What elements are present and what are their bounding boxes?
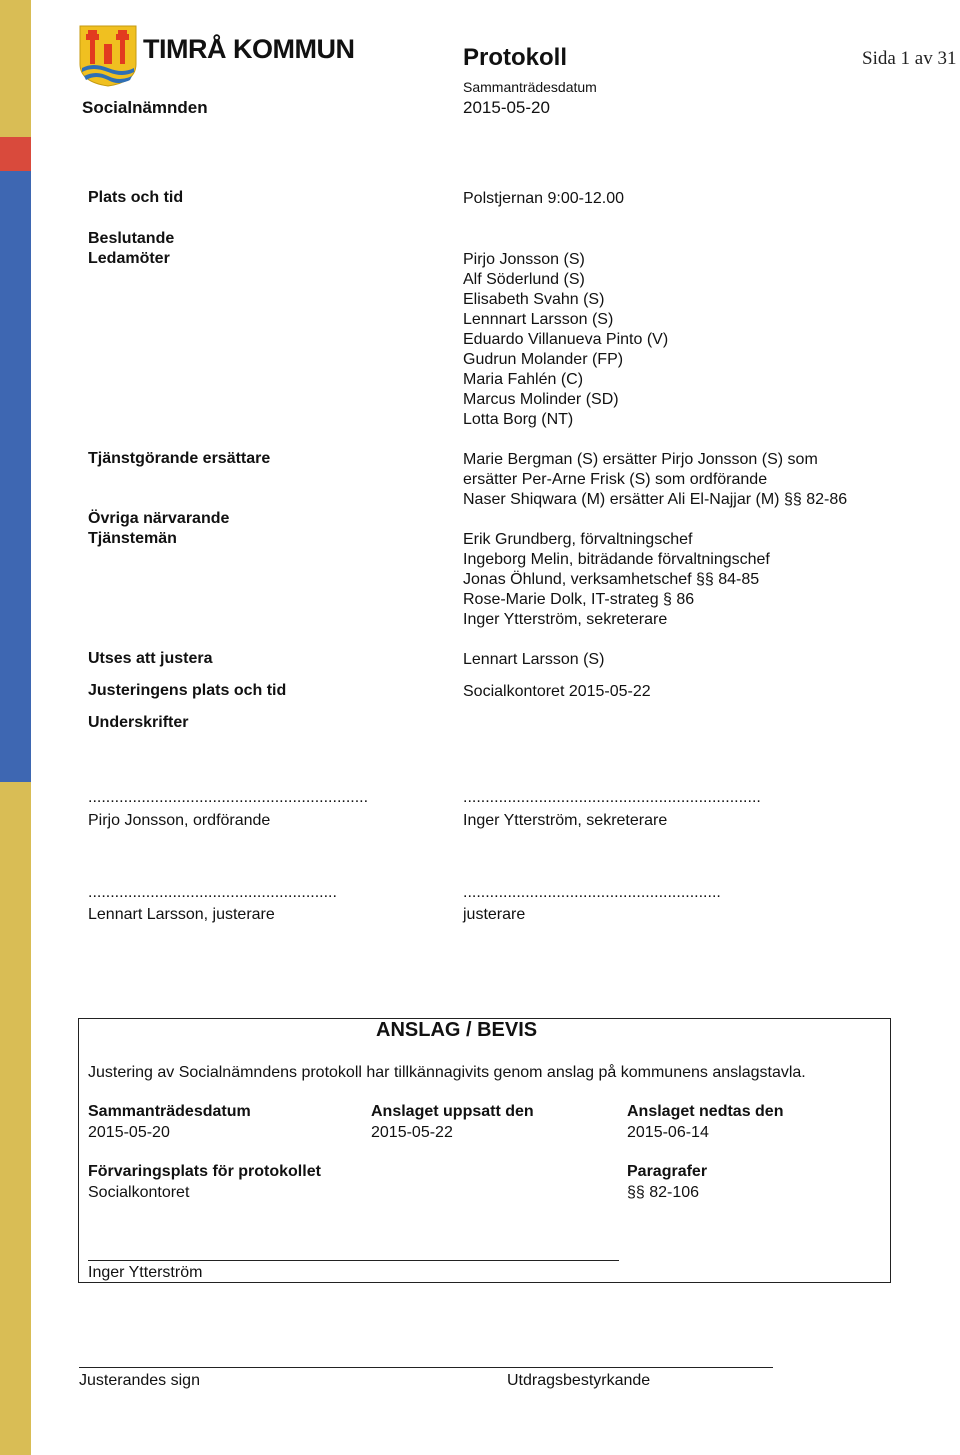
plats-value: Polstjernan 9:00-12.00 [463, 190, 624, 207]
list-item: ersätter Per-Arne Frisk (S) som ordförande [463, 471, 768, 488]
list-item: Elisabeth Svahn (S) [463, 291, 605, 308]
list-item: Marie Bergman (S) ersätter Pirjo Jonsson (S) som [463, 451, 818, 468]
footer-utdragsbestyrkande: Utdragsbestyrkande [507, 1372, 651, 1389]
list-item: Jonas Öhlund, verksamhetschef §§ 84-85 [463, 571, 760, 588]
tjansteman-list [463, 530, 770, 630]
anslag-uppsatt-label: Anslaget uppsatt den [371, 1103, 534, 1120]
signature-line: ............................................................... [88, 789, 369, 806]
side-stripe-gold-bottom [0, 782, 31, 1455]
forvaring-value: Socialkontoret [88, 1184, 190, 1201]
ovriga-label: Övriga närvarande [88, 510, 230, 527]
anslag-uppsatt-value: 2015-05-22 [371, 1124, 453, 1141]
signature-line: ........................................................ [88, 884, 337, 901]
list-item: Erik Grundberg, förvaltningschef [463, 531, 693, 548]
org-name: TIMRÅ KOMMUN [143, 34, 355, 64]
anslag-signature-line [88, 1260, 619, 1261]
tjansteman-label: Tjänstemän [88, 530, 177, 547]
list-item: Lotta Borg (NT) [463, 411, 574, 428]
anslag-text: Justering av Socialnämndens protokoll har tillkännagivits genom anslag på kommunens anslagstavla. [88, 1064, 806, 1081]
list-item: Eduardo Villanueva Pinto (V) [463, 331, 669, 348]
anslag-date-label: Sammanträdesdatum [88, 1103, 251, 1120]
signature-line: .......................................................... [463, 884, 721, 901]
side-stripe-gold-top [0, 0, 31, 137]
underskrifter-label: Underskrifter [88, 714, 189, 731]
meeting-date: 2015-05-20 [463, 98, 550, 117]
anslag-nedtas-value: 2015-06-14 [627, 1124, 709, 1141]
beslutande-label: Beslutande [88, 230, 175, 247]
signature-line: ................................................................... [463, 789, 761, 806]
list-item: Gudrun Molander (FP) [463, 351, 624, 368]
paragrafer-value: §§ 82-106 [627, 1184, 700, 1201]
forvaring-label: Förvaringsplats för protokollet [88, 1163, 321, 1180]
ledamoter-list [463, 250, 668, 430]
ersattare-label: Tjänstgörande ersättare [88, 450, 271, 467]
list-item: Marcus Molinder (SD) [463, 391, 619, 408]
anslag-box [78, 1018, 891, 1283]
anslag-signer: Inger Ytterström [88, 1264, 203, 1281]
list-item: Naser Shiqwara (M) ersätter Ali El-Najjar (M) §§ 82-86 [463, 491, 848, 508]
footer-line [79, 1367, 773, 1368]
list-item: Rose-Marie Dolk, IT-strateg § 86 [463, 591, 695, 608]
side-stripe-blue [0, 171, 31, 782]
ersattare-list [463, 450, 847, 510]
page-indicator: Sida 1 av 31 [862, 48, 957, 69]
signature-name: Pirjo Jonsson, ordförande [88, 812, 271, 829]
plats-label: Plats och tid [88, 189, 184, 206]
footer-justerandes-sign: Justerandes sign [79, 1372, 200, 1389]
list-item: Maria Fahlén (C) [463, 371, 584, 388]
signature-name: Inger Ytterström, sekreterare [463, 812, 668, 829]
doc-title: Protokoll [463, 44, 568, 71]
list-item: Ingeborg Melin, biträdande förvaltningschef [463, 551, 770, 568]
justering-value: Socialkontoret 2015-05-22 [463, 683, 651, 700]
side-stripe-red [0, 137, 31, 171]
anslag-title: ANSLAG / BEVIS [376, 1019, 538, 1041]
list-item: Alf Söderlund (S) [463, 271, 585, 288]
anslag-date-value: 2015-05-20 [88, 1124, 170, 1141]
anslag-nedtas-label: Anslaget nedtas den [627, 1103, 784, 1120]
list-item: Inger Ytterström, sekreterare [463, 611, 668, 628]
list-item: Pirjo Jonsson (S) [463, 251, 585, 268]
ledamoter-label: Ledamöter [88, 250, 170, 267]
list-item: Lennnart Larsson (S) [463, 311, 614, 328]
utses-value: Lennart Larsson (S) [463, 651, 605, 668]
justering-label: Justeringens plats och tid [88, 682, 287, 699]
paragrafer-label: Paragrafer [627, 1163, 708, 1180]
utses-label: Utses att justera [88, 650, 213, 667]
signature-name: justerare [463, 906, 526, 923]
signature-name: Lennart Larsson, justerare [88, 906, 275, 923]
date-label: Sammanträdesdatum [463, 79, 597, 95]
department-name: Socialnämnden [82, 98, 208, 117]
